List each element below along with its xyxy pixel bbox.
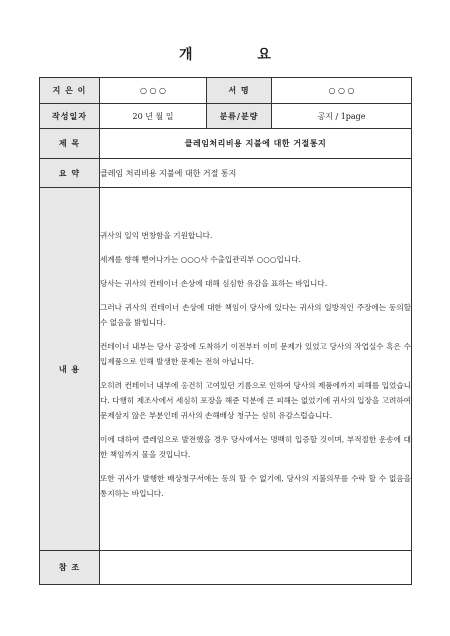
date-label: 작성일자: [40, 104, 100, 129]
signature-value: ○ ○ ○: [272, 78, 412, 104]
content-paragraph: 세계를 향해 뻗어나가는 ○○○사 수출입관리부 ○○○입니다.: [100, 255, 301, 264]
signature-label: 서 명: [207, 78, 272, 104]
summary-form: [39, 77, 412, 585]
content-paragraph: 컨테이너 내부는 당사 공장에 도착하기 이전부터 이미 문제가 있었고 당사의 작업실수 혹은 수입제품으로 인해 발생한 문제는 전혀 아닙니다.: [100, 342, 411, 366]
content-paragraph: 그러나 귀사의 컨테이너 손상에 대한 책임이 당사에 있다는 귀사의 일방적인 주장에는 동의할 수 없음을 밝힙니다.: [100, 303, 411, 327]
document-title: 개 요: [179, 47, 301, 63]
content-paragraph: 오히려 컨테이너 내부에 옹건히 고여있던 기름으로 인하여 당사의 제품에까지 피해를 입었습니다. 다행히 제조사에서 세심히 포장을 해준 덕분에 큰 피해는 없었기에 귀사의 입장을 고려하여 문제삼지 않은 부분인데 귀사의 손해배상 청구는 심히 유감스럽습니다.: [100, 381, 411, 420]
author-label: 지 은 이: [40, 78, 100, 104]
subject-label: 제 목: [40, 129, 100, 159]
content-paragraph: 이에 대하여 클레임으로 발전했을 경우 당사에서는 명백히 입증할 것이며, 부적절한 운송에 대한 책임까지 물을 것입니다.: [100, 435, 411, 459]
content-paragraph: 또한 귀사가 발행한 배상청구서에는 동의 할 수 없기에, 당사의 지불의무를 수락 할 수 없음을 통지하는 바입니다.: [100, 474, 411, 498]
date-value: 20 년 월 일: [100, 104, 207, 129]
category-value: 공지 / 1page: [272, 104, 412, 129]
summary-value: 클레임 처리비용 지불에 대한 거절 통지: [100, 159, 412, 188]
reference-label: 참 조: [40, 551, 100, 585]
content-label: 내 용: [40, 188, 100, 551]
content-paragraph: 당사는 귀사의 컨테이너 손상에 대해 심심한 유감을 표하는 바입니다.: [100, 279, 328, 288]
summary-label: 요 약: [40, 159, 100, 188]
reference-value: [100, 551, 412, 585]
author-value: ○ ○ ○: [100, 78, 207, 104]
content-paragraph: 귀사의 일익 번창함을 기원합니다.: [100, 231, 213, 240]
content-body: [100, 188, 412, 551]
category-label: 분류/분량: [207, 104, 272, 129]
subject-value: 클레임처리비용 지불에 대한 거절통지: [100, 129, 412, 159]
